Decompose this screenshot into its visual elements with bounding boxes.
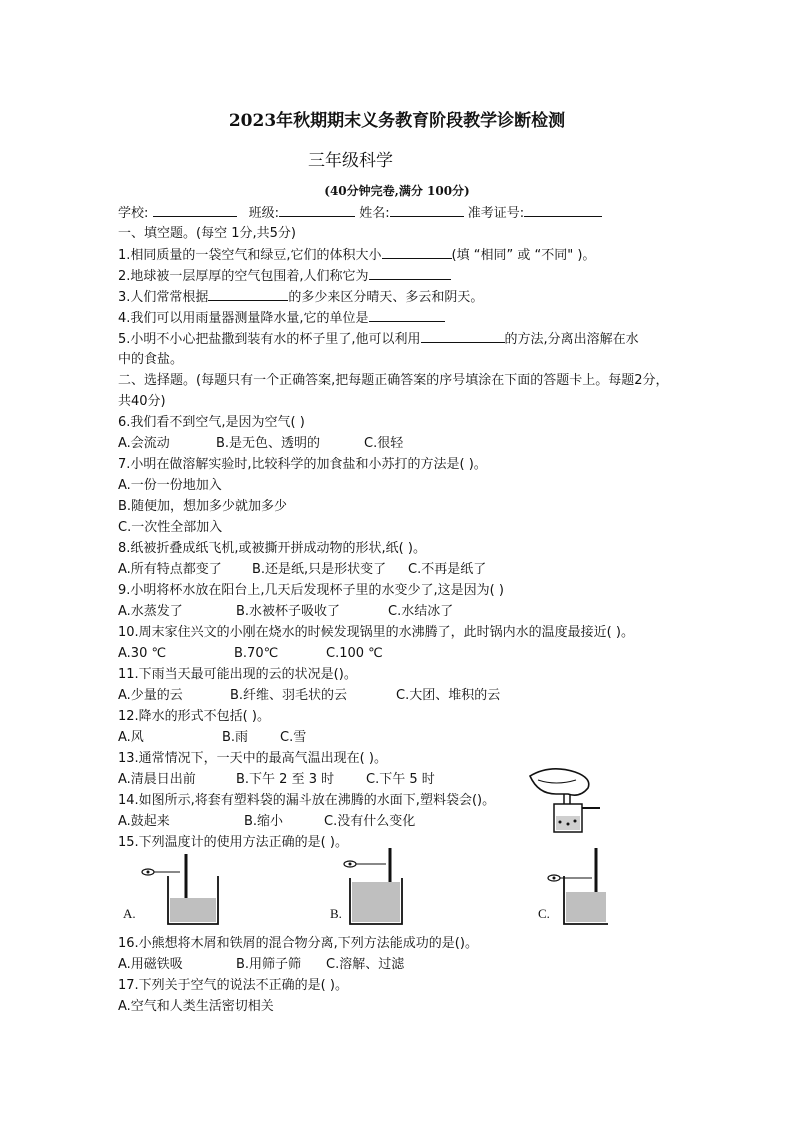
option-c[interactable]: C.没有什么变化 <box>324 814 416 829</box>
question-16-options <box>118 954 680 975</box>
option-b[interactable]: B.70℃ <box>234 646 279 661</box>
q3-blank[interactable] <box>208 286 288 301</box>
section1-heading: 一、填空题。(每空 1分,共5分) <box>118 226 296 241</box>
option-b[interactable]: B.随便加，想加多少就加多少 <box>118 499 288 514</box>
thermometer-option-a <box>123 854 218 924</box>
question-9: 9.小明将杯水放在阳台上,几天后发现杯子里的水变少了,这是因为( ) <box>118 583 504 598</box>
option-b[interactable]: B.下午 2 至 3 时 <box>236 772 335 787</box>
question-10-options <box>118 643 680 664</box>
q1-blank[interactable] <box>382 244 452 259</box>
q2-blank[interactable] <box>369 265 451 280</box>
option-a[interactable]: A.风 <box>118 730 144 745</box>
question-8: 8.纸被折叠成纸飞机,或被撕开拼成动物的形状,纸( )。 <box>118 541 426 556</box>
question-11: 11.下雨当天最可能出现的云的状况是()。 <box>118 667 357 682</box>
option-a[interactable]: A.30 ℃ <box>118 646 167 661</box>
exam-subtitle: 三年级科学 <box>308 151 393 171</box>
question-5-cont: 中的食盐。 <box>118 352 184 367</box>
question-7: 7.小明在做溶解实验时,比较科学的加食盐和小苏打的方法是( )。 <box>118 457 487 472</box>
student-info-line <box>118 202 680 223</box>
thermometer-figure <box>118 846 608 928</box>
school-label: 学校: <box>118 206 149 221</box>
option-a[interactable]: A.会流动 <box>118 436 170 451</box>
option-a[interactable]: A.空气和人类生活密切相关 <box>118 999 274 1014</box>
fig-label-c: C. <box>538 906 550 921</box>
option-a[interactable]: A.所有特点都变了 <box>118 562 222 577</box>
option-b[interactable]: B.是无色、透明的 <box>216 436 321 451</box>
option-b[interactable]: B.还是纸,只是形状变了 <box>252 562 387 577</box>
thermometer-option-c <box>538 848 608 924</box>
question-3: 3.人们常常根据 的多少来区分晴天、多云和阴天。 <box>118 286 680 307</box>
exam-id-blank[interactable] <box>524 202 602 217</box>
option-b[interactable]: B.纤维、羽毛状的云 <box>230 688 348 703</box>
question-5: 5.小明不小心把盐撒到装有水的杯子里了,他可以利用 的方法,分离出溶解在水 <box>118 328 680 349</box>
option-a[interactable]: A.用磁铁吸 <box>118 957 183 972</box>
q4-blank[interactable] <box>369 307 445 322</box>
question-11-options <box>118 685 680 706</box>
option-c[interactable]: C.溶解、过滤 <box>326 957 405 972</box>
question-16: 16.小熊想将木屑和铁屑的混合物分离,下列方法能成功的是()。 <box>118 936 478 951</box>
section2-heading: 二、选择题。(每题只有一个正确答案,把每题正确答案的序号填涂在下面的答题卡上。每题2分，共40分) <box>118 373 669 409</box>
question-13: 13.通常情况下，一天中的最高气温出现在( )。 <box>118 751 387 766</box>
fig-label-a: A. <box>123 906 136 921</box>
name-blank[interactable] <box>390 202 464 217</box>
question-12-options <box>118 727 680 748</box>
option-c[interactable]: C.下午 5 时 <box>366 772 435 787</box>
option-b[interactable]: B.用筛子筛 <box>236 957 302 972</box>
school-blank[interactable] <box>153 202 237 217</box>
option-c[interactable]: C.雪 <box>280 730 307 745</box>
question-2: 2.地球被一层厚厚的空气包围着,人们称它为 <box>118 265 680 286</box>
option-b[interactable]: B.水被杯子吸收了 <box>236 604 341 619</box>
question-6: 6.我们看不到空气,是因为空气( ) <box>118 415 305 430</box>
option-a[interactable]: A.鼓起来 <box>118 814 170 829</box>
option-a[interactable]: A.少量的云 <box>118 688 183 703</box>
name-label: 姓名: <box>359 206 390 221</box>
option-a[interactable]: A.水蒸发了 <box>118 604 183 619</box>
funnel-bag-figure <box>520 764 610 834</box>
question-8-options <box>118 559 680 580</box>
option-a[interactable]: A.一份一份地加入 <box>118 478 222 493</box>
question-15: 15.下列温度计的使用方法正确的是( )。 <box>118 835 348 850</box>
question-12: 12.降水的形式不包括( )。 <box>118 709 270 724</box>
option-c[interactable]: C.一次性全部加入 <box>118 520 223 535</box>
class-label: 班级: <box>248 206 280 221</box>
question-1: 1.相同质量的一袋空气和绿豆,它们的体积大小 (填 “相同” 或 “不同" )。 <box>118 244 680 265</box>
question-6-options <box>118 433 680 454</box>
q5-blank[interactable] <box>421 328 505 343</box>
exam-title: 2023年秋期期末义务教育阶段教学诊断检测 <box>228 111 566 131</box>
option-a[interactable]: A.清晨日出前 <box>118 772 196 787</box>
question-10: 10.周末家住兴文的小刚在烧水的时候发现锅里的水沸腾了，此时锅内水的温度最接近( )。 <box>118 625 634 640</box>
question-9-options <box>118 601 680 622</box>
option-c[interactable]: C.大团、堆积的云 <box>396 688 501 703</box>
exam-note: (40分钟完卷,满分 100分) <box>324 184 470 198</box>
thermometer-option-b <box>330 848 402 924</box>
option-b[interactable]: B.雨 <box>222 730 249 745</box>
option-c[interactable]: C.很轻 <box>364 436 404 451</box>
option-c[interactable]: C.不再是纸了 <box>408 562 487 577</box>
question-14: 14.如图所示,将套有塑料袋的漏斗放在沸腾的水面下,塑料袋会()。 <box>118 793 496 808</box>
fig-label-b: B. <box>330 906 342 921</box>
option-b[interactable]: B.缩小 <box>244 814 284 829</box>
question-4: 4.我们可以用雨量器测量降水量,它的单位是 <box>118 307 680 328</box>
option-c[interactable]: C.水结冰了 <box>388 604 454 619</box>
exam-id-label: 准考证号: <box>467 206 525 221</box>
class-blank[interactable] <box>279 202 355 217</box>
question-17: 17.下列关于空气的说法不正确的是( )。 <box>118 978 348 993</box>
option-c[interactable]: C.100 ℃ <box>326 646 383 661</box>
